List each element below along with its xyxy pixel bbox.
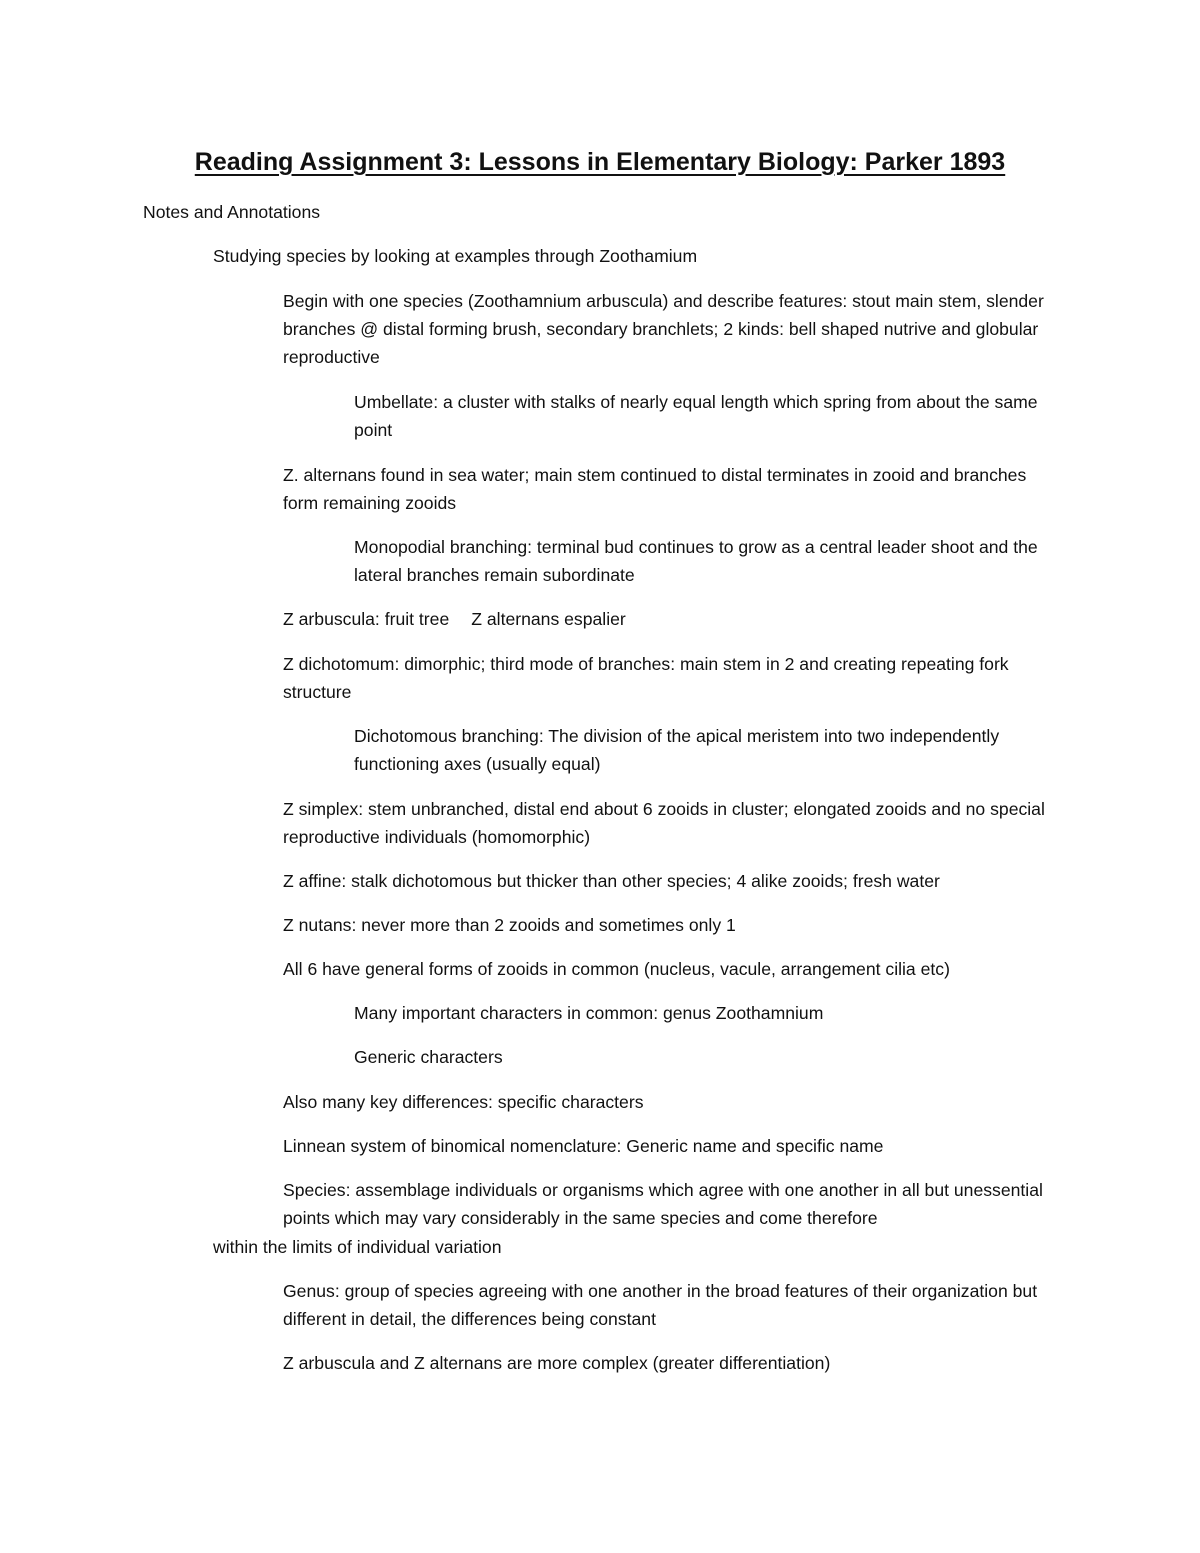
note-all-six: All 6 have general forms of zooids in common (nucleus, vacule, arrangement cilia etc) bbox=[283, 959, 950, 979]
note-fruit-tree-a: Z arbuscula: fruit tree bbox=[283, 609, 450, 629]
document-title: Reading Assignment 3: Lessons in Elementary Biology: Parker 1893 bbox=[194, 148, 1006, 176]
note-z-nutans: Z nutans: never more than 2 zooids and sometimes only 1 bbox=[283, 915, 736, 935]
note-z-dichotomum: Z dichotomum: dimorphic; third mode of branches: main stem in 2 and creating repeating fork structure bbox=[283, 654, 1009, 702]
note-key-differences: Also many key differences: specific characters bbox=[283, 1092, 644, 1112]
note-linnean: Linnean system of binomical nomenclature: Generic name and specific name bbox=[283, 1136, 884, 1156]
note-dichotomous-definition: Dichotomous branching: The division of the apical meristem into two independently functioning axes (usually equal) bbox=[354, 726, 1000, 774]
note-monopodial-definition: Monopodial branching: terminal bud continues to grow as a central leader shoot and the lateral branches remain subordinate bbox=[354, 537, 1038, 585]
note-fruit-tree-b: Z alternans espalier bbox=[471, 609, 626, 629]
note-species-definition: Species: assemblage individuals or organisms which agree with one another in all but unessential points which may vary considerably in the same species and come therefore bbox=[283, 1180, 1043, 1228]
note-fruit-tree bbox=[283, 605, 1063, 633]
note-many-important: Many important characters in common: genus Zoothamnium bbox=[354, 1003, 824, 1023]
note-z-alternans: Z. alternans found in sea water; main stem continued to distal terminates in zooid and branches form remaining zooids bbox=[283, 465, 1027, 513]
note-begin-species: Begin with one species (Zoothamnium arbuscula) and describe features: stout main stem, slender branches @ distal forming brush, secondary branchlets; 2 kinds: bell shaped nutrive and globular reproductive bbox=[283, 291, 1044, 367]
note-generic-characters: Generic characters bbox=[354, 1047, 503, 1067]
note-z-affine: Z affine: stalk dichotomous but thicker than other species; 4 alike zooids; fresh water bbox=[283, 871, 940, 891]
note-complexity: Z arbuscula and Z alternans are more complex (greater differentiation) bbox=[283, 1353, 831, 1373]
note-genus-definition: Genus: group of species agreeing with one another in the broad features of their organization but different in detail, the differences being constant bbox=[283, 1281, 1038, 1329]
note-z-simplex: Z simplex: stem unbranched, distal end about 6 zooids in cluster; elongated zooids and no special reproductive individuals (homomorphic) bbox=[283, 799, 1045, 847]
topic-line: Studying species by looking at examples through Zoothamium bbox=[213, 246, 698, 266]
note-species-definition-continued: within the limits of individual variation bbox=[213, 1237, 502, 1257]
note-umbellate-definition: Umbellate: a cluster with stalks of nearly equal length which spring from about the same point bbox=[354, 392, 1038, 440]
section-heading: Notes and Annotations bbox=[143, 202, 321, 222]
